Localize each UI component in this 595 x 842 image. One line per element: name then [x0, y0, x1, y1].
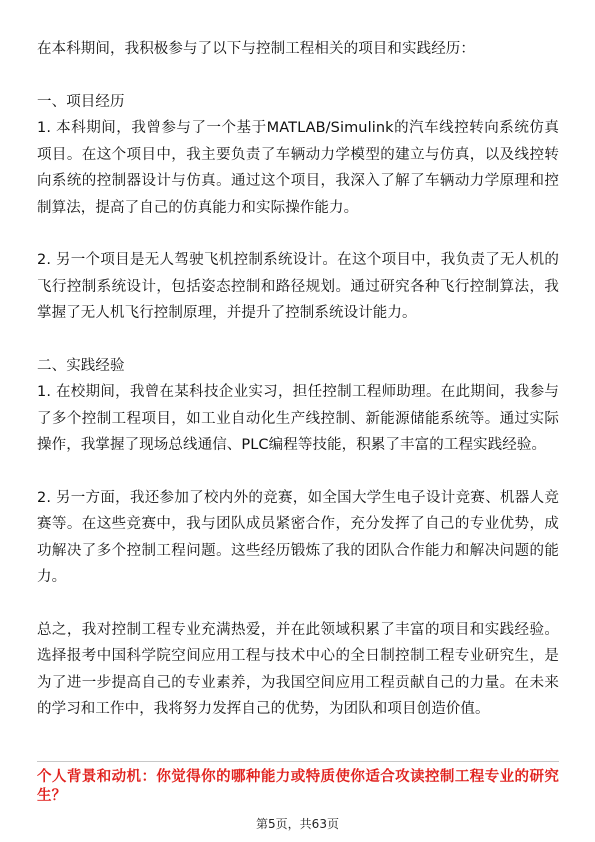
practice-paragraph-1: 1. 在校期间，我曾在某科技企业实习，担任控制工程师助理。在此期间，我参与了多个控制工程项目，如工业自动化生产线控制、新能源储能系统等。通过实际操作，我掌握了现场总线通信、PLC编程等技能，积累了丰富的工程实践经验。 — [37, 384, 559, 453]
interview-question: 个人背景和动机：你觉得你的哪种能力或特质使你适合攻读控制工程专业的研究生？ — [37, 769, 559, 804]
spacer — [37, 63, 559, 89]
spacer — [37, 221, 559, 247]
spacer — [37, 459, 559, 485]
document-body — [37, 36, 559, 723]
intro-paragraph: 在本科期间，我积极参与了以下与控制工程相关的项目和实践经历： — [37, 41, 475, 57]
section-heading-projects: 一、项目经历 — [37, 93, 125, 110]
project-paragraph-1: 1. 本科期间，我曾参与了一个基于MATLAB/Simulink的汽车线控转向系统仿真项目。在这个项目中，我主要负责了车辆动力学模型的建立与仿真，以及线控转向系统的控制器设计与仿真。通过这个项目，我深入了解了车辆动力学原理和控制算法，提高了自己的仿真能力和实际操作能力。 — [37, 120, 559, 216]
spacer — [37, 591, 559, 617]
question-divider — [37, 761, 559, 762]
conclusion-paragraph: 总之，我对控制工程专业充满热爱，并在此领域积累了丰富的项目和实践经验。选择报考中国科学院空间应用工程与技术中心的全日制控制工程专业研究生，是为了进一步提高自己的专业素养，为我国空间应用工程贡献自己的力量。在未来的学习和工作中，我将努力发挥自己的优势，为团队和项目创造价值。 — [37, 621, 559, 717]
section-heading-practice: 二、实践经验 — [37, 357, 125, 374]
project-paragraph-2: 2. 另一个项目是无人驾驶飞机控制系统设计。在这个项目中，我负责了无人机的飞行控制系统设计，包括姿态控制和路径规划。通过研究各种飞行控制算法，我掌握了无人机飞行控制原理，并提升了控制系统设计能力。 — [37, 252, 559, 321]
page-number: 第5页，共63页 — [256, 817, 339, 831]
practice-paragraph-2: 2. 另一方面，我还参加了校内外的竞赛，如全国大学生电子设计竞赛、机器人竞赛等。在这些竞赛中，我与团队成员紧密合作，充分发挥了自己的专业优势，成功解决了多个控制工程问题。这些经历锻炼了我的团队合作能力和解决问题的能力。 — [37, 489, 559, 585]
spacer — [37, 327, 559, 353]
